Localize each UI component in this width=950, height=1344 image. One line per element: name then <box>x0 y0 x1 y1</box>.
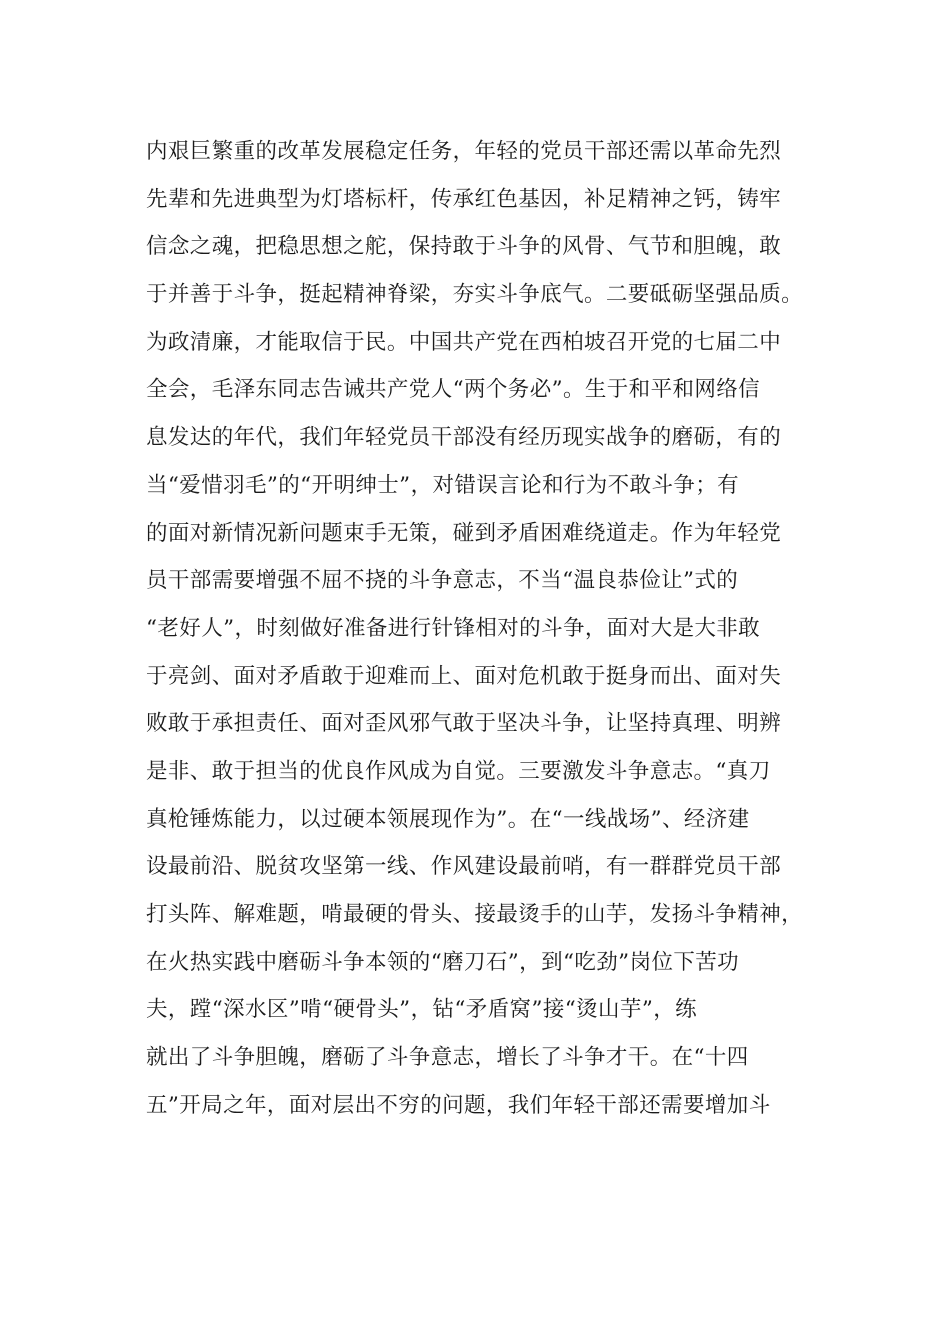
text-line-13: 败敢于承担责任、面对歪风邪气敢于坚决斗争，让坚持真理、明辨 <box>146 711 782 737</box>
text-line-1: 内艰巨繁重的改革发展稳定任务，年轻的党员干部还需以革命先烈 <box>146 139 782 164</box>
text-line-19: 夫，蹚“深水区”啃“硬骨头”，钻“矛盾窝”接“烫山芋”，练 <box>146 997 698 1023</box>
text-line-21: 五”开局之年，面对层出不穷的问题，我们年轻干部还需要增加斗 <box>146 1092 771 1118</box>
text-line-3: 信念之魂，把稳思想之舵，保持敢于斗争的风骨、气节和胆魄，敢 <box>146 234 782 260</box>
text-line-8: 当“爱惜羽毛”的“开明绅士”，对错误言论和行为不敢斗争；有 <box>146 472 740 498</box>
text-line-16: 设最前沿、脱贫攻坚第一线、作风建设最前哨，有一群群党员干部 <box>146 854 782 880</box>
text-line-5: 为政清廉，才能取信于民。中国共产党在西柏坡召开党的七届二中 <box>146 329 782 355</box>
text-line-7: 息发达的年代，我们年轻党员干部没有经历现实战争的磨砺，有的 <box>146 425 782 451</box>
text-line-20: 就出了斗争胆魄，磨砺了斗争意志，增长了斗争才干。在“十四 <box>146 1045 749 1071</box>
text-line-11: “老好人”，时刻做好准备进行针锋相对的斗争，面对大是大非敢 <box>146 615 761 641</box>
text-line-18: 在火热实践中磨砺斗争本领的“磨刀石”，到“吃劲”岗位下苦功 <box>146 949 740 975</box>
body-text <box>146 128 810 1129</box>
text-line-4: 于并善于斗争，挺起精神脊梁，夯实斗争底气。二要砥砺坚强品质。 <box>146 282 804 308</box>
text-line-12: 于亮剑、面对矛盾敢于迎难而上、面对危机敢于挺身而出、面对失 <box>146 663 782 689</box>
text-line-15: 真枪锤炼能力，以过硬本领展现作为”。在“一线战场”、经济建 <box>146 806 750 832</box>
text-line-14: 是非、敢于担当的优良作风成为自觉。三要激发斗争意志。“真刀 <box>146 758 771 784</box>
text-line-17: 打头阵、解难题，啃最硬的骨头、接最烫手的山芋，发扬斗争精神， <box>146 902 804 927</box>
text-line-9: 的面对新情况新问题束手无策，碰到矛盾困难绕道走。作为年轻党 <box>146 520 782 546</box>
text-line-6: 全会，毛泽东同志告诫共产党人“两个务必”。生于和平和网络信 <box>146 377 761 403</box>
text-line-2: 先辈和先进典型为灯塔标杆，传承红色基因，补足精神之钙，铸牢 <box>146 186 782 212</box>
text-line-10: 员干部需要增强不屈不挠的斗争意志，不当“温良恭俭让”式的 <box>146 568 739 594</box>
